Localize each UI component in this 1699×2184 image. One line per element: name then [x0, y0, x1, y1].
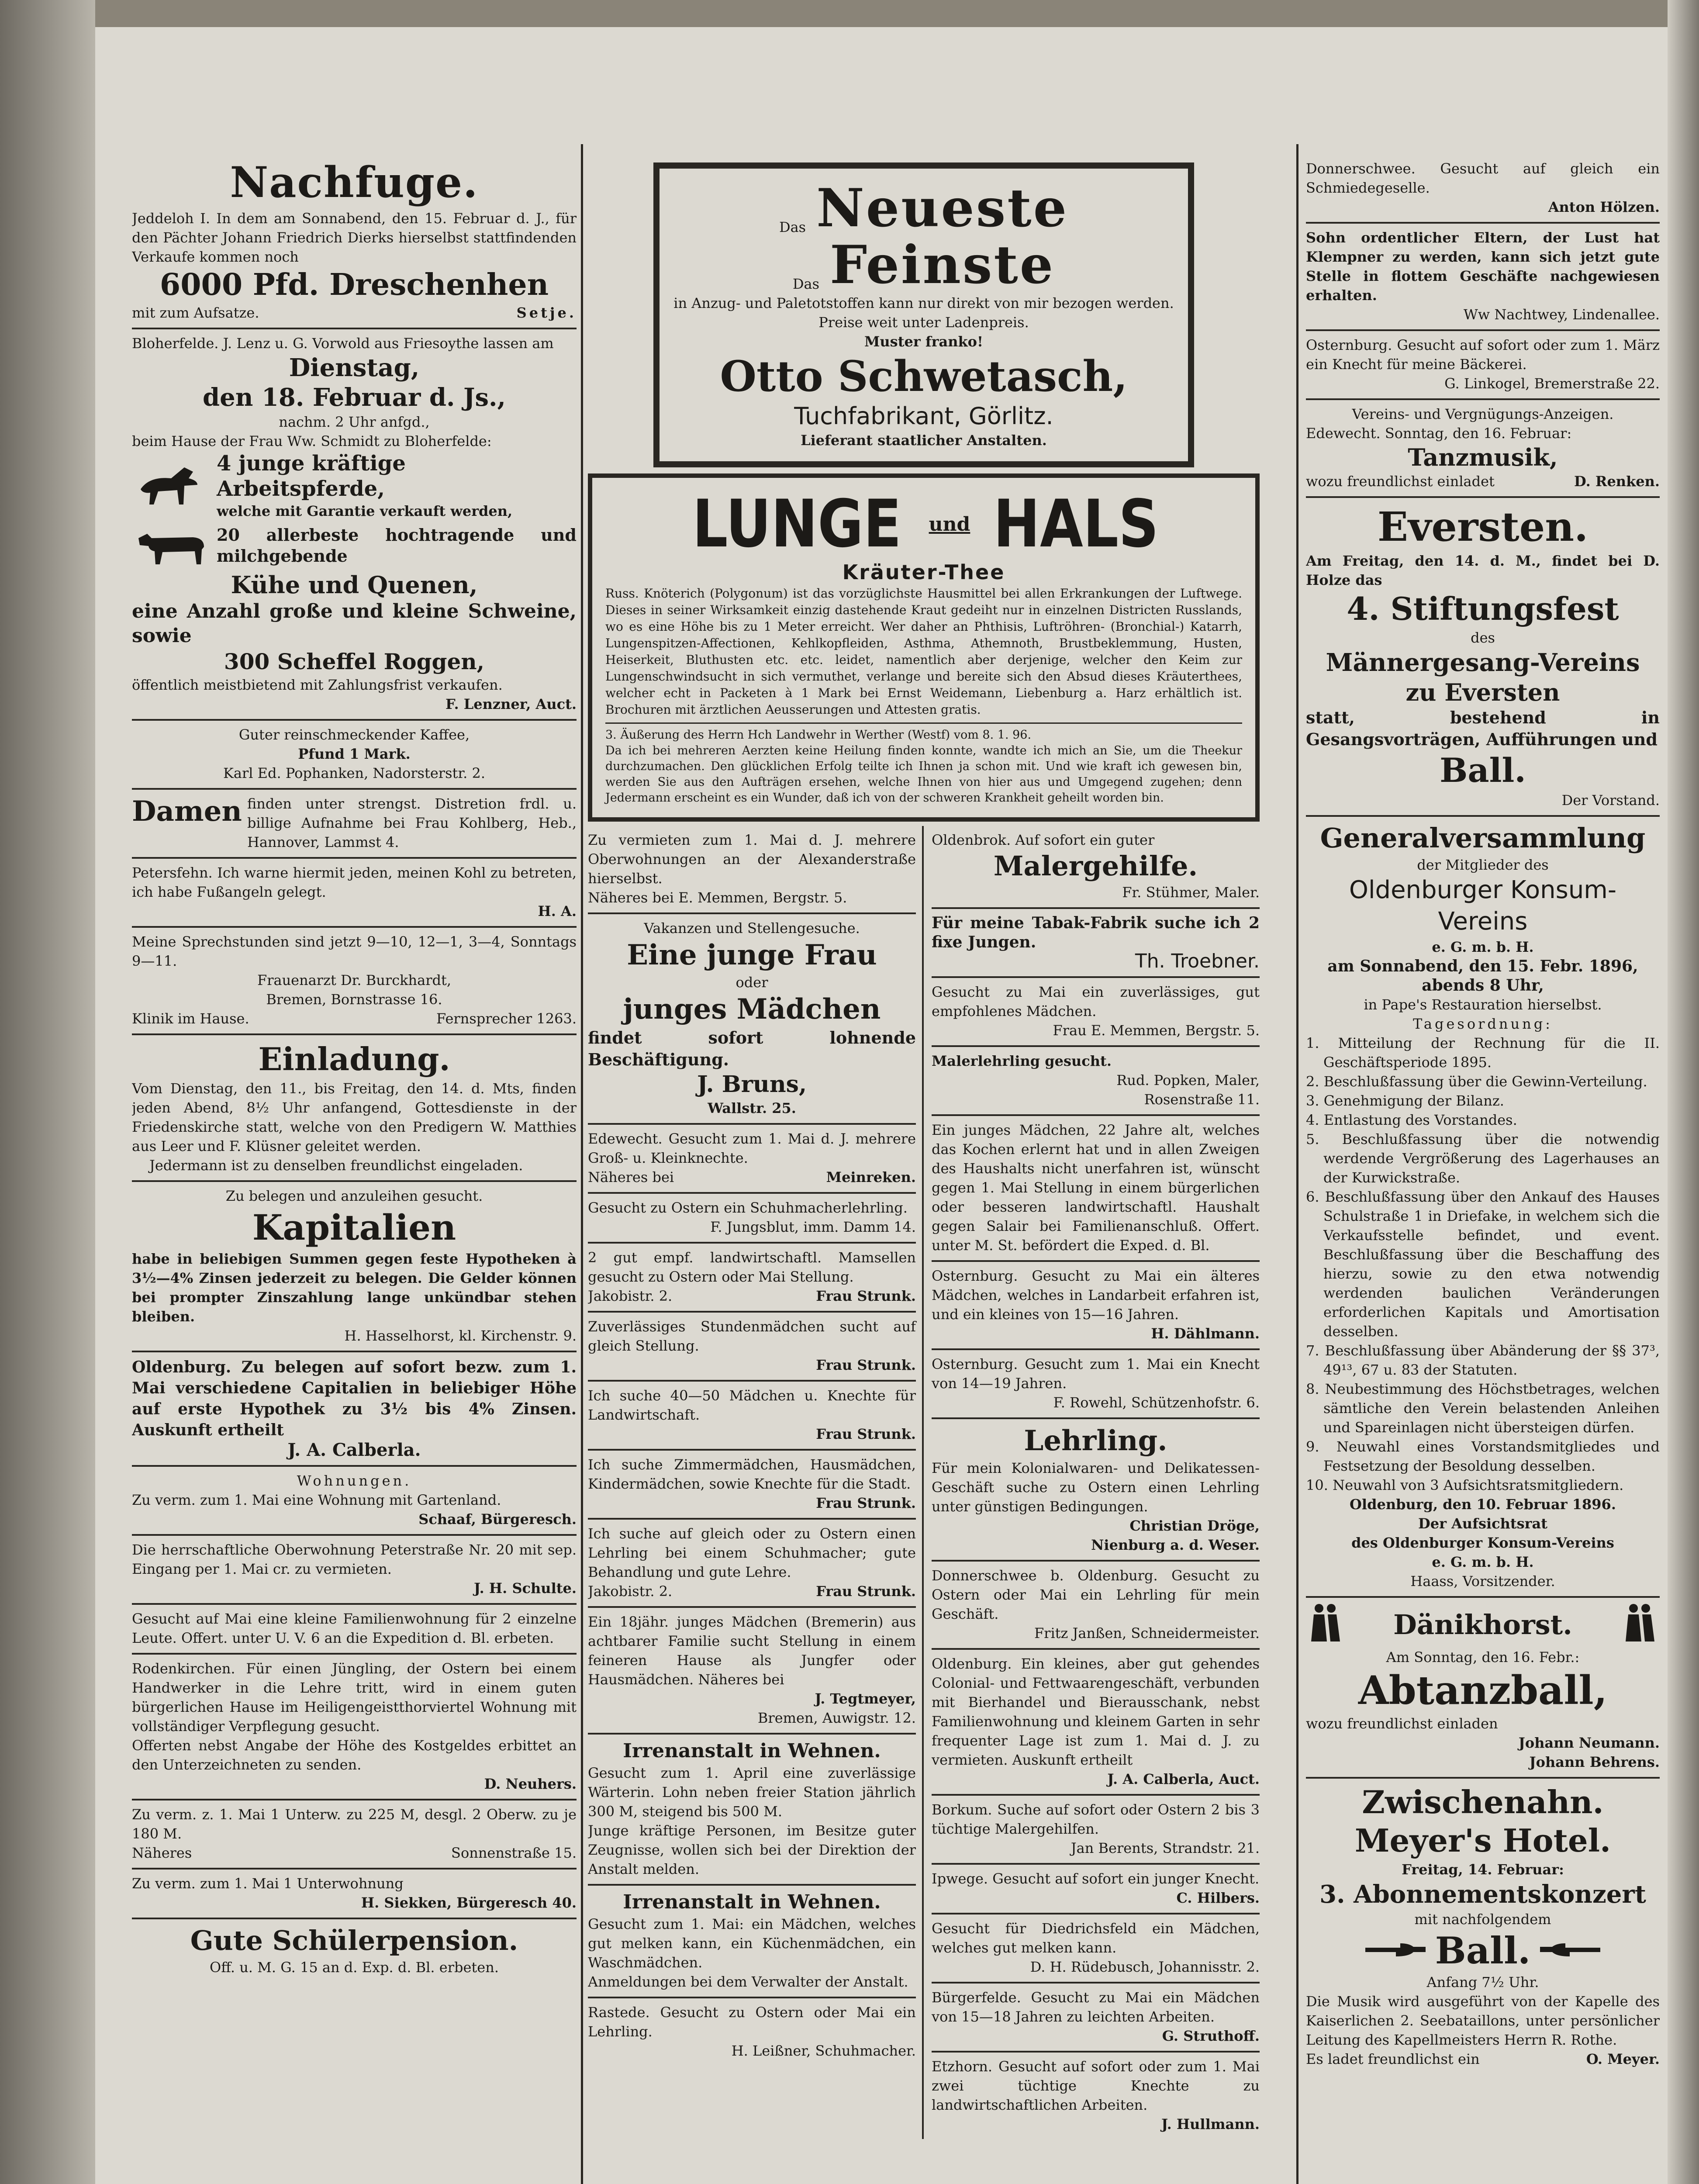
damen-ad — [132, 790, 577, 859]
ad-headline: 4. Stiftungsfest — [1347, 590, 1619, 627]
ad-text: Ein 18jähr. junges Mädchen (Bremerin) aus achtbarer Familie sucht Stellung in einem feineren Hause als Jungfer oder Hausmädchen. Näheres bei — [588, 1614, 916, 1688]
ad-signature: H. A. — [538, 903, 577, 919]
ad-text: Anfang 7½ Uhr. — [1426, 1974, 1539, 1990]
agenda-item: 7. Beschlußfassung über Abänderung der §§ 37³, 49¹³, 67 u. 83 der Statuten. — [1306, 1342, 1660, 1378]
lehrling-ad — [932, 1419, 1260, 1562]
generalversammlung-ad — [1306, 817, 1660, 1598]
job-ad — [588, 1313, 916, 1382]
ad-text: Ein junges Mädchen, 22 Jahre alt, welches das Kochen erlernt hat und in allen Zweigen des Haushalts nicht unerfahren ist, wünscht gegen 1. Mai Stellung in einem bürgerlichen oder besseren landwirtschaftl. Haushalt gegen Salair bei Familienanschluß. Offert. unter M. St. befördert die Exped. d. Bl. — [932, 1122, 1260, 1254]
ad-signature: Christian Dröge, — [1129, 1517, 1260, 1534]
ad-signature: G. Struthoff. — [1162, 2028, 1260, 2044]
ad-text: Die herrschaftliche Oberwohnung Peterstraße Nr. 20 mit sep. Eingang per 1. Mai cr. zu vermieten. — [132, 1541, 577, 1577]
wohnung-ad — [132, 1536, 577, 1605]
scan-edge — [0, 0, 95, 2184]
ad-signature: J. A. Calberla, Auct. — [1107, 1771, 1260, 1787]
ad-text: 2 gut empf. landwirtschaftl. Mamsellen gesucht zu Ostern oder Mai Stellung. — [588, 1249, 916, 1285]
ad-signature: Oldenburg, den 10. Februar 1896. — [1350, 1496, 1616, 1513]
ad-headline: Ball. — [1440, 751, 1526, 790]
column-middle — [588, 117, 1260, 2184]
ad-text: Guter reinschmeckender Kaffee, — [238, 726, 470, 743]
agenda-item: 8. Neubestimmung des Höchstbetrages, welchen sämtliche den Verein belastenden Anleihen und Spareinlagen nicht übersteigen dürfen. — [1306, 1381, 1660, 1436]
ad-text: 20 allerbeste hochtragende und milchgebende — [217, 525, 577, 566]
subcolumn — [932, 826, 1260, 2139]
ad-text: Es ladet freundlichst ein — [1306, 2051, 1480, 2067]
ad-text: in Anzug- und Paletotstoffen kann nur direkt von mir bezogen werden. Preise weit unter Ladenpreis. — [673, 295, 1174, 331]
auction-ad — [132, 329, 577, 721]
ad-signature: F. Jungsblut, imm. Damm 14. — [710, 1219, 916, 1235]
ad-title: Einladung. — [258, 1040, 450, 1078]
ad-text: Malerlehrling gesucht. — [932, 1053, 1112, 1069]
ad-text: öffentlich meistbietend mit Zahlungsfrist verkaufen. — [132, 677, 503, 693]
ad-signature: Fritz Janßen, Schneidermeister. — [1034, 1625, 1260, 1641]
ad-text: Gesucht für Diedrichsfeld ein Mädchen, welches gut melken kann. — [932, 1920, 1260, 1956]
coffee-ad — [132, 721, 577, 790]
ad-signature: e. G. m. b. H. — [1432, 1554, 1534, 1570]
wohnung-ad — [132, 1605, 577, 1655]
subcolumn — [588, 826, 924, 2139]
calberla-ad — [132, 1352, 577, 1467]
column-rule — [1296, 144, 1298, 2184]
ad-text: Oldenbrok. Auf sofort ein guter — [932, 832, 1155, 848]
einladung-ad — [132, 1035, 577, 1182]
ad-text: Zuverlässiges Stundenmädchen sucht auf gleich Stellung. — [588, 1318, 916, 1354]
nachfuge-ad — [132, 117, 577, 329]
ad-signature: Frau E. Memmen, Bergstr. 5. — [1053, 1022, 1260, 1039]
ad-signature: J. Tegtmeyer, — [815, 1690, 916, 1707]
zwischenahn-ad — [1306, 1779, 1660, 2074]
ad-headline: Irrenanstalt in Wehnen. — [623, 1891, 881, 1913]
ad-signature: Der Aufsichtsrat — [1418, 1515, 1548, 1532]
ad-headline: Abtanzball, — [1358, 1667, 1608, 1714]
ad-text: Russ. Knöterich (Polygonum) ist das vorzüglichste Hausmittel bei allen Erkrankungen der Luftwege. Dieses in seiner Wirksamkeit einzig dastehende Kraut gedeiht nur in einzelnen Districten Russlands, wo es eine Höhe bis zu 1 Meter erreicht. Wer daher an Phthisis, Luftröhren- (Bronchial-) Katarrh, Lungenspitzen-Affectionen, Kehlkopfleiden, Asthma, Athemnoth, Brustbeklemmung, Husten, Heiserkeit, Bluthusten etc. etc. leidet, namentlich aber derjenige, welcher den Keim zur Lungenschwindsucht in sich vermuthet, verlange und bereite sich den Absud dieses Kräuterthees, welcher echt in Packeten à 1 Mark bei Ernst Weidemann, Liebenburg a. Harz erhältlich ist. Brochuren mit ärztlichen Aeusserungen und Attesten gratis. — [605, 586, 1242, 717]
job-ad — [932, 1116, 1260, 1262]
job-ad — [932, 1047, 1260, 1116]
ad-headline: Lehrling. — [1024, 1424, 1167, 1457]
ad-text: nachm. 2 Uhr anfgd., — [279, 414, 430, 430]
cow-icon — [132, 521, 211, 570]
irrenanstalt-ad — [588, 1735, 916, 1886]
ad-text: welche mit Garantie verkauft werden, — [217, 503, 513, 519]
agenda-item: 3. Genehmigung der Bilanz. — [1306, 1092, 1504, 1109]
ad-text: Sonnenstraße 15. — [451, 1845, 577, 1861]
ad-signature: Johann Neumann. — [1518, 1735, 1660, 1751]
job-ad — [1306, 117, 1660, 224]
column-rule — [581, 144, 583, 2184]
business-ad — [932, 1650, 1260, 1796]
ad-text: Bloherfelde. J. Lenz u. G. Vorwold aus Friesoythe lassen am — [132, 335, 554, 352]
ad-signature: D. Neuhers. — [484, 1776, 577, 1792]
ad-headline: Feinste — [830, 234, 1055, 296]
ad-text: mit zum Aufsatze. — [132, 304, 259, 321]
kapitalien-ad — [132, 1182, 577, 1352]
ad-headline: Neueste — [816, 177, 1069, 239]
ad-text: Pfund 1 Mark. — [298, 746, 411, 762]
ad-headline: junges Mädchen — [623, 993, 881, 1026]
events-section — [1306, 400, 1660, 498]
schwetasch-ad — [653, 162, 1194, 467]
ad-text: oder — [736, 974, 768, 991]
ad-text: Zu vermieten zum 1. Mai d. J. mehrere Oberwohnungen an der Alexanderstraße hierselbst. — [588, 832, 916, 887]
ad-text: Edewecht. Sonntag, den 16. Februar: — [1306, 425, 1572, 442]
ad-text: Für mein Kolonialwaren- und Delikatessen-Geschäft suche zu Ostern einen Lehrling unter günstigen Bedingungen. — [932, 1460, 1260, 1515]
job-ad — [932, 1914, 1260, 1984]
ad-text: Klinik im Hause. — [132, 1010, 249, 1027]
agenda-item: 9. Neuwahl eines Vorstandsmitgliedes und Festsetzung der Besoldung desselben. — [1306, 1438, 1660, 1474]
ad-text: Zu verm. z. 1. Mai 1 Unterw. zu 225 M, desgl. 2 Oberw. zu je 180 M. — [132, 1806, 577, 1842]
ad-signature: Fr. Stühmer, Maler. — [1122, 884, 1260, 901]
ad-text: Gesucht auf Mai eine kleine Familienwohnung für 2 einzelne Leute. Offert. unter U. V. 6 an die Expedition d. Bl. erbeten. — [132, 1610, 577, 1646]
ad-headline: Damen — [132, 795, 242, 828]
agenda-item: 2. Beschlußfassung über die Gewinn-Verteilung. — [1306, 1073, 1647, 1090]
agenda-item: 6. Beschlußfassung über den Ankauf des Hauses Schulstraße 1 in Driefake, in welchem sich die Verkaufsstelle befindet, und event. Beschlußfassung über die Beschaffung des hierzu, sowie zu den etwa notwendig werdenden baulichen Veränderungen erforderlichen Kapitals und Amortisation desselben. — [1306, 1189, 1660, 1340]
ad-signature: O. Meyer. — [1586, 2051, 1660, 2067]
ad-text: Junge kräftige Personen, im Besitze guter Zeugnisse, wollen sich bei der Direktion der Anstalt melden. — [588, 1822, 916, 1877]
ad-signature: Meinreken. — [826, 1169, 916, 1185]
ad-headline: Dienstag, — [289, 353, 420, 382]
section-heading: Vereins- und Vergnügungs-Anzeigen. — [1352, 406, 1614, 422]
job-ad — [588, 1382, 916, 1451]
ad-text: Freitag, 14. Februar: — [1402, 1861, 1564, 1878]
ad-headline: Otto Schwetasch, — [720, 352, 1128, 401]
ad-headline: 300 Scheffel Roggen, — [224, 649, 485, 674]
ad-title: Nachfuge. — [230, 158, 479, 207]
ad-text: e. G. m. b. H. — [1432, 939, 1534, 955]
ad-text: und — [929, 513, 970, 536]
job-ad — [932, 2053, 1260, 2139]
eversten-ad — [1306, 498, 1660, 817]
agenda-item: 4. Entlastung des Vorstandes. — [1306, 1112, 1517, 1128]
ad-signature: F. Rowehl, Schützenhofstr. 6. — [1053, 1394, 1260, 1411]
ad-text: Osternburg. Gesucht auf sofort oder zum 1. März ein Knecht für meine Bäckerei. — [1306, 337, 1660, 373]
ad-text: Bürgerfelde. Gesucht zu Mai ein Mädchen von 15—18 Jahren zu leichten Arbeiten. — [932, 1989, 1260, 2025]
ad-text: finden unter strengst. Distretion frdl. u. billige Aufnahme bei Frau Kohlberg, Heb., Hannover, Lammst 4. — [247, 795, 577, 850]
ad-text: Zu verm. zum 1. Mai eine Wohnung mit Gartenland. — [132, 1492, 501, 1508]
ad-headline: Eine junge Frau — [627, 939, 877, 971]
ad-headline: Malergehilfe. — [993, 850, 1198, 882]
ad-signature: Johann Behrens. — [1529, 1754, 1660, 1770]
job-ad — [932, 826, 1260, 909]
ad-signature: F. Lenzner, Auct. — [445, 696, 577, 712]
ad-title: Generalversammlung — [1320, 822, 1646, 854]
agenda-item: 5. Beschlußfassung über die notwendig werdende Vergrößerung des Lagerhauses an der Kurwickstraße. — [1306, 1131, 1660, 1186]
ad-signature: Anton Hölzen. — [1548, 199, 1660, 215]
ad-text: Gesucht zu Mai ein zuverlässiges, gut empfohlenes Mädchen. — [932, 984, 1260, 1019]
ad-title: Dänikhorst. — [1393, 1609, 1572, 1641]
ad-headline: 6000 Pfd. Dreschenhen — [159, 267, 549, 302]
ad-signature: Th. Troebner. — [1135, 950, 1260, 972]
ad-signature: Haass, Vorsitzender. — [1410, 1573, 1555, 1590]
pointing-hand-icon — [1539, 1939, 1600, 1963]
wohnung-ad — [132, 1655, 577, 1800]
ad-text: Vom Dienstag, den 11., bis Freitag, den 14. d. Mts, finden jeden Abend, 8½ Uhr anfangend, Gottesdienste in der Friedenskirche statt, welche von den Predigern W. Matthies aus Leer und F. Klüsner geleitet werden. — [132, 1080, 577, 1154]
ad-signature: J. Bruns, — [697, 1071, 807, 1098]
ad-text: Edewecht. Gesucht zum 1. Mai d. J. mehrere Groß- u. Kleinknechte. — [588, 1130, 916, 1166]
ad-text: Donnerschwee. Gesucht auf gleich ein Schmiedegeselle. — [1306, 160, 1660, 196]
ad-text: habe in beliebigen Summen gegen feste Hypotheken à 3½—4% Zinsen jederzeit zu belegen. Die Gelder können bei prompter Zinszahlung lange unkündbar stehen bleiben. — [132, 1251, 577, 1325]
ad-signature: Frau Strunk. — [816, 1583, 916, 1600]
ad-text: statt, bestehend in Gesangsvorträgen, Aufführungen und — [1306, 708, 1660, 749]
ad-text: Rastede. Gesucht zu Ostern oder Mai ein Lehrling. — [588, 2004, 916, 2040]
job-ad — [932, 1262, 1260, 1350]
ad-text: Oldenburg. Ein kleines, aber gut gehendes Colonial- und Fettwaarengeschäft, verbunden mit Bierhandel und Bierausschank, nebst Familienwohnung und kleinem Garten in sehr frequenter Lage ist zum 1. Mai d. J. zu vermieten. Auskunft ertheilt — [932, 1655, 1260, 1768]
ad-text: Jedermann ist zu denselben freundlichst eingeladen. — [149, 1157, 523, 1174]
ad-headline: Irrenanstalt in Wehnen. — [623, 1740, 881, 1762]
ad-headline: Meyer's Hotel. — [1354, 1822, 1611, 1859]
irrenanstalt-ad — [588, 1886, 916, 1998]
column-right — [1306, 117, 1660, 2184]
rental-ad — [588, 826, 916, 914]
ad-text: beim Hause der Frau Ww. Schmidt zu Bloherfelde: — [132, 433, 492, 449]
dancing-couple-icon — [1306, 1602, 1345, 1648]
ad-headline: 3. Abonnementskonzert — [1319, 1880, 1646, 1909]
daenikhorst-ad — [1306, 1598, 1660, 1779]
ad-subheadline: Kräuter-Thee — [842, 560, 1005, 584]
ad-signature: H. Siekken, Bürgeresch 40. — [361, 1894, 577, 1911]
ad-text: Das — [792, 276, 819, 292]
ad-text: mit nachfolgendem — [1414, 1911, 1551, 1928]
ad-signature: Karl Ed. Pophanken, Nadorsterstr. 2. — [223, 765, 485, 781]
ad-signature: des Oldenburger Konsum-Vereins — [1351, 1534, 1614, 1551]
ad-headline: LUNGE — [692, 486, 902, 562]
ad-text: Näheres bei — [588, 1169, 674, 1185]
agenda-item: 10. Neuwahl von 3 Aufsichtsratsmitgliedern. — [1306, 1477, 1624, 1493]
job-ad — [932, 1350, 1260, 1419]
lunge-hals-ad — [588, 473, 1260, 822]
pointing-hand-icon — [1365, 1939, 1426, 1963]
testimonial-text: Da ich bei mehreren Aerzten keine Heilung finden konnte, wandte ich mich an Sie, um die Theekur durchzumachen. Den glücklichen Erfolg teilte ich Ihnen ja schon mit. Und wie kraft ich gewesen bin, werden Sie aus den Aufträgen ersehen, welche Ihnen von hier aus und Umgegend zugehen; denn Jedermann erscheint es ein Wunder, daß ich von der schweren Krankheit geheilt worden bin. — [605, 744, 1242, 805]
petersfehn-ad — [132, 859, 577, 928]
pension-ad — [132, 1919, 577, 1982]
ad-headline: Ball. — [1435, 1929, 1531, 1972]
ad-text: Jakobistr. 2. — [588, 1288, 673, 1304]
ad-signature: D. Renken. — [1574, 473, 1660, 490]
agenda-heading: Tagesordnung: — [1413, 1016, 1553, 1032]
ad-text: in Pape's Restauration hierselbst. — [1364, 996, 1602, 1013]
ad-text: Osternburg. Gesucht zu Mai ein älteres Mädchen, welches in Landarbeit erfahren ist, und ein kleines von 15—16 Jahren. — [932, 1268, 1260, 1323]
ad-signature: C. Hilbers. — [1176, 1890, 1260, 1906]
ad-text: Donnerschwee b. Oldenburg. Gesucht zu Ostern oder Mai ein Lehrling für mein Geschäft. — [932, 1567, 1260, 1622]
ad-text: Frauenarzt Dr. Burckhardt, — [257, 972, 451, 988]
job-ad — [1306, 331, 1660, 400]
ad-text: Anmeldungen bei dem Verwalter der Anstalt. — [588, 1973, 908, 1990]
ad-signature: Rosenstraße 11. — [1144, 1091, 1260, 1108]
ad-headline: zu Eversten — [1405, 678, 1560, 706]
job-ad — [932, 1984, 1260, 2053]
job-ad — [588, 1998, 916, 2066]
ad-signature: Frau Strunk. — [816, 1288, 916, 1304]
job-ad — [588, 1125, 916, 1194]
ad-title: Zwischenahn. — [1362, 1783, 1604, 1821]
section-heading: Vakanzen und Stellengesuche. — [644, 920, 860, 936]
ad-text: Ich suche 40—50 Mädchen u. Knechte für Landwirtschaft. — [588, 1387, 916, 1423]
ad-text: Gesucht zum 1. April eine zuverlässige Wärterin. Lohn neben freier Station jährlich 300 M, steigend bis 500 M. — [588, 1765, 916, 1820]
ad-text: am Sonnabend, den 15. Febr. 1896, abends 8 Uhr, — [1327, 957, 1638, 995]
ad-text: Ipwege. Gesucht auf sofort ein junger Knecht. — [932, 1870, 1260, 1887]
ad-text: Näheres — [132, 1845, 192, 1861]
ad-text: Ich suche auf gleich oder zu Ostern einen Lehrling bei einem Schuhmacher; gute Behandlung und gute Lehre. — [588, 1525, 916, 1580]
ad-signature: D. H. Rüdebusch, Johannisstr. 2. — [1030, 1959, 1260, 1975]
ad-text: Bremen, Bornstrasse 16. — [266, 991, 442, 1008]
ad-text: findet sofort lohnende Beschäftigung. — [588, 1028, 916, 1069]
job-ad — [588, 1194, 916, 1244]
testimonial-heading: 3. Äußerung des Herrn Hch Landwehr in Werther (Westf) vom 8. 1. 96. — [605, 728, 1032, 742]
ad-signature: Schaaf, Bürgeresch. — [418, 1511, 577, 1527]
ad-text: Petersfehn. Ich warne hiermit jeden, meinen Kohl zu betreten, ich habe Fußangeln gelegt. — [132, 864, 577, 900]
ad-signature: Der Vorstand. — [1561, 792, 1660, 809]
ad-text: Gesucht zum 1. Mai: ein Mädchen, welches gut melken kann, ein Küchenmädchen, ein Waschmädchen. — [588, 1916, 916, 1971]
ad-headline: Männergesang-Vereins — [1326, 648, 1640, 677]
ad-text: Für meine Tabak-Fabrik suche ich 2 fixe Jungen. — [932, 914, 1260, 951]
jobs-section — [588, 914, 916, 1125]
ad-text: Fernsprecher 1263. — [436, 1010, 577, 1027]
job-ad — [1306, 224, 1660, 331]
wohnungen-section — [132, 1467, 577, 1536]
ad-title: Gute Schülerpension. — [190, 1925, 518, 1956]
ad-headline: 4 junge kräftige Arbeitspferde, — [217, 451, 406, 501]
ad-text: Am Sonntag, den 16. Febr.: — [1386, 1649, 1580, 1666]
scan-edge-right — [1668, 0, 1699, 2184]
ad-text: Borkum. Suche auf sofort oder Ostern 2 bis 3 tüchtige Malergehilfen. — [932, 1801, 1260, 1837]
agenda-list — [1306, 1033, 1660, 1495]
ad-text: Gesucht zu Ostern ein Schuhmacherlehrling. — [588, 1199, 908, 1216]
ad-signature: H. Hasselhorst, kl. Kirchenstr. 9. — [344, 1327, 577, 1344]
ad-text: Muster franko! — [864, 333, 984, 350]
ad-text: Sohn ordentlicher Eltern, der Lust hat Klempner zu werden, kann sich jetzt gute Stelle in flottem Geschäfte nachgewiesen erhalten. — [1306, 229, 1660, 304]
job-ad — [588, 1451, 916, 1520]
ad-signature: Wallstr. 25. — [708, 1100, 796, 1116]
agenda-item: 1. Mitteilung der Rechnung für die II. Geschäftsperiode 1895. — [1306, 1035, 1660, 1071]
ad-text: Meine Sprechstunden sind jetzt 9—10, 12—1, 3—4, Sonntags 9—11. — [132, 933, 577, 969]
ad-signature: Frau Strunk. — [816, 1426, 916, 1442]
ad-title: Kapitalien — [252, 1207, 456, 1248]
ad-signature: H. Leißner, Schuhmacher. — [731, 2042, 916, 2059]
job-ad — [588, 1244, 916, 1313]
ad-text: Osternburg. Gesucht zum 1. Mai ein Knecht von 14—19 Jahren. — [932, 1356, 1260, 1392]
ad-text: Etzhorn. Gesucht auf sofort oder zum 1. Mai zwei tüchtige Knechte zu landwirtschaftlichen Arbeiten. — [932, 2058, 1260, 2113]
ad-text: Lieferant staatlicher Anstalten. — [801, 432, 1047, 449]
section-heading: Wohnungen. — [297, 1472, 412, 1489]
ad-headline: HALS — [993, 486, 1159, 562]
ad-signature: Frau Strunk. — [816, 1495, 916, 1511]
ad-text: Jakobistr. 2. — [588, 1583, 673, 1600]
ad-text: Offerten nebst Angabe der Höhe des Kostgeldes erbittet an den Unterzeichneten zu senden. — [132, 1737, 577, 1773]
ad-text: des — [1471, 629, 1495, 646]
ad-signature: Jan Berents, Strandstr. 21. — [1071, 1840, 1260, 1856]
horse-icon — [132, 459, 211, 513]
ad-signature: J. Hullmann. — [1161, 2116, 1260, 2132]
job-ad — [932, 1562, 1260, 1650]
ad-headline: Tanzmusik, — [1408, 443, 1558, 471]
job-ad — [588, 1608, 916, 1735]
ad-signature: Nienburg a. d. Weser. — [1091, 1537, 1260, 1553]
job-ad — [932, 978, 1260, 1047]
wohnung-ad — [132, 1800, 577, 1870]
job-ad — [932, 1865, 1260, 1914]
ad-title: Eversten. — [1377, 503, 1588, 550]
ad-signature: H. Dählmann. — [1151, 1325, 1260, 1342]
ad-signature: Rud. Popken, Maler, — [1116, 1072, 1260, 1089]
ad-text: Tuchfabrikant, Görlitz. — [794, 402, 1053, 430]
doctor-ad — [132, 928, 577, 1035]
ad-signature: Näheres bei E. Memmen, Bergstr. 5. — [588, 889, 847, 906]
ad-headline: den 18. Februar d. Js., — [202, 383, 506, 412]
ad-signature: J. H. Schulte. — [473, 1580, 577, 1597]
ad-signature: G. Linkogel, Bremerstraße 22. — [1444, 375, 1660, 392]
job-ad — [932, 1796, 1260, 1865]
ad-headline: Oldenburger Konsum-Vereins — [1349, 876, 1617, 936]
ad-text: Ich suche Zimmermädchen, Hausmädchen, Kindermädchen, sowie Knechte für die Stadt. — [588, 1456, 916, 1492]
ad-headline: Kühe und Quenen, — [231, 571, 478, 599]
dancing-couple-icon — [1620, 1602, 1660, 1648]
wohnung-ad — [132, 1870, 577, 1919]
ad-text: Zu verm. zum 1. Mai 1 Unterwohnung — [132, 1875, 404, 1892]
section-heading: Zu belegen und anzuleihen gesucht. — [225, 1188, 483, 1204]
ad-text: wozu freundlichst einladen — [1306, 1715, 1498, 1732]
ad-text: Die Musik wird ausgeführt von der Kapelle des Kaiserlichen 2. Seebataillons, unter persönlicher Leitung des Kapellmeisters Herrn R. Rothe. — [1306, 1993, 1660, 2048]
ad-text: Rodenkirchen. Für einen Jüngling, der Ostern bei einem Handwerker in die Lehre tritt, wird in einem guten bürgerlichen Hause im Heiligengeistthorviertel Wohnung mit vollständiger Verpflegung gesucht. — [132, 1660, 577, 1735]
column-left — [132, 117, 577, 2184]
ad-text: Oldenburg. Zu belegen auf sofort bezw. zum 1. Mai verschiedene Capitalien in beliebiger Höhe auf erste Hypothek zu 3½ bis 4% Zinsen. Auskunft ertheilt — [132, 1358, 577, 1439]
ad-text: wozu freundlichst einladet — [1306, 473, 1495, 490]
ad-headline: eine Anzahl große und kleine Schweine, sowie — [132, 600, 577, 647]
ad-signature: J. A. Calberla. — [287, 1440, 421, 1460]
ad-text: der Mitglieder des — [1417, 857, 1549, 873]
ad-text: Jeddeloh I. In dem am Sonnabend, den 15. Februar d. J., für den Pächter Johann Friedrich Dierks hierselbst stattfindenden Verkaufe kommen noch — [132, 210, 577, 265]
job-ad — [588, 1520, 916, 1608]
ad-text: Off. u. M. G. 15 an d. Exp. d. Bl. erbeten. — [210, 1959, 499, 1976]
ad-signature: Bremen, Auwigstr. 12. — [757, 1710, 916, 1726]
ad-text: Am Freitag, den 14. d. M., findet bei D. Holze das — [1306, 553, 1660, 588]
ad-signature: Setje. — [516, 304, 577, 321]
ad-text: Das — [779, 219, 806, 235]
ad-signature: Frau Strunk. — [816, 1357, 916, 1373]
ad-signature: Ww Nachtwey, Lindenallee. — [1463, 306, 1660, 323]
job-ad — [932, 909, 1260, 978]
